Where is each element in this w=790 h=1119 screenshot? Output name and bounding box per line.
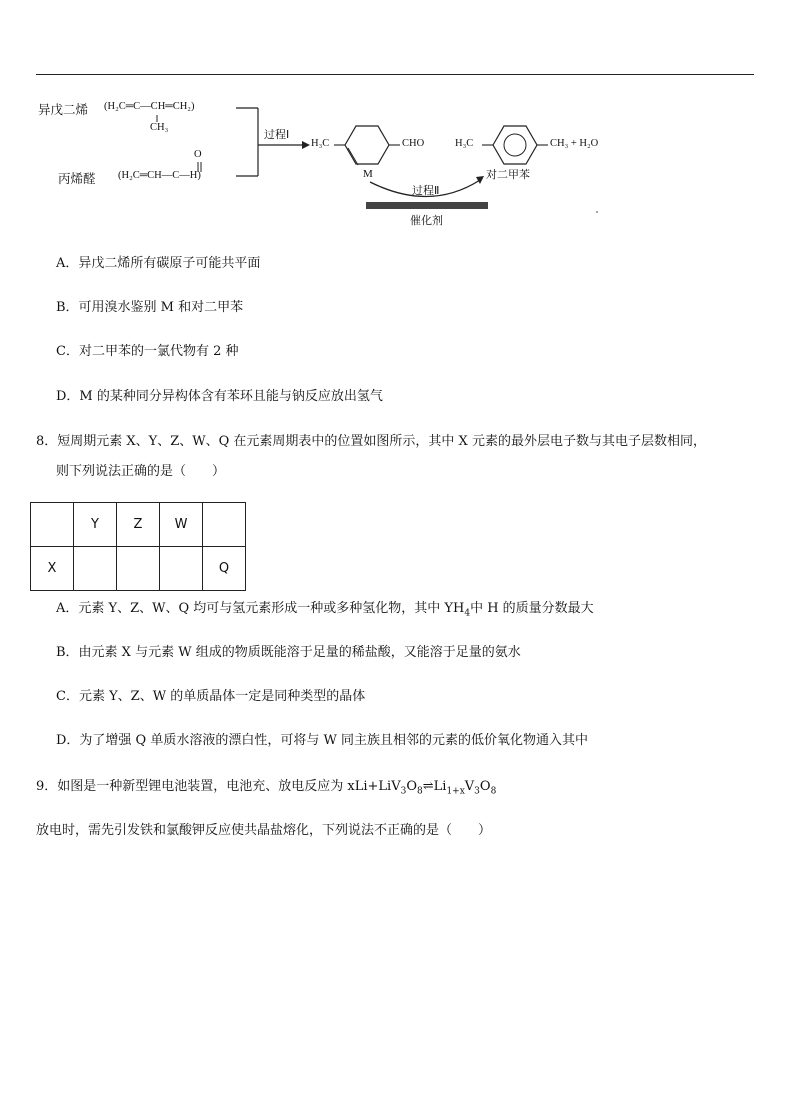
catalyst-label: 催化剂 — [410, 215, 443, 227]
q9-text: V — [464, 779, 475, 794]
q9-sub: 8 — [417, 786, 423, 797]
q8-stem-line1: 8．短周期元素 X、Y、Z、W、Q 在元素周期表中的位置如图所示，其中 X 元素的最外层电子数与其电子层数相同， — [36, 434, 706, 449]
table-row — [31, 503, 246, 547]
table-cell: Z — [117, 503, 160, 547]
table-cell: Y — [74, 503, 117, 547]
q9-text: O — [479, 779, 491, 794]
q9-sub: 8 — [490, 786, 497, 797]
process1-label: 过程Ⅰ — [264, 129, 290, 141]
q9-text: ⇌Li — [422, 779, 447, 794]
isoprene-methyl: CH₃ — [150, 122, 169, 133]
q9-sub: 3 — [400, 786, 407, 797]
table-cell: W — [160, 503, 203, 547]
q8-option-c: C．元素 Y、Z、W 的单质晶体一定是同种类型的晶体 — [56, 689, 366, 704]
q8-option-a — [56, 600, 594, 623]
table-cell — [203, 503, 246, 547]
q7-option-a: A．异戊二烯所有碳原子可能共平面 — [56, 256, 261, 271]
q9-stem-line2: 放电时，需先引发铁和氯酸钾反应使共晶盐熔化，下列说法不正确的是（ ） — [36, 823, 492, 838]
q8-option-b: B．由元素 X 与元素 W 组成的物质既能溶于足量的稀盐酸，又能溶于足量的氨水 — [56, 645, 521, 660]
q7-option-d: D．M 的某种同分异构体含有苯环且能与钠反应放出氢气 — [56, 389, 383, 404]
table-cell — [74, 547, 117, 591]
px-label: 对二甲苯 — [486, 169, 530, 181]
table-cell — [117, 547, 160, 591]
m-right-group: CHO — [402, 138, 425, 149]
q8-stem-line2: 则下列说法正确的是（ ） — [56, 464, 226, 479]
m-label: M — [363, 168, 373, 180]
q7-option-b: B．可用溴水鉴别 M 和对二甲苯 — [56, 300, 244, 315]
q9-sub: 1+x — [446, 786, 465, 797]
acrolein-oxygen: O — [194, 149, 202, 160]
q8-option-a-pre: A．元素 Y、Z、W、Q 均可与氢元素形成一种或多种氢化物，其中 YH — [56, 601, 465, 616]
scheme-lines — [0, 90, 640, 230]
px-right-group: CH₃ + H₂O — [550, 138, 599, 149]
reaction-scheme — [0, 90, 640, 230]
px-left-group: H₃C — [455, 138, 474, 149]
table-cell: X — [31, 547, 74, 591]
q9-sub: 3 — [474, 786, 480, 797]
q7-option-c: C．对二甲苯的一氯代物有 2 种 — [56, 344, 239, 359]
isoprene-label: 异戊二烯 — [38, 102, 89, 117]
acrolein-label: 丙烯醛 — [58, 171, 96, 186]
q8-option-a-post: 中 H 的质量分数最大 — [470, 601, 594, 616]
table-cell — [31, 503, 74, 547]
table-row — [31, 547, 246, 591]
acrolein-formula: (H₂C═CH—C—H) — [118, 170, 201, 181]
periodic-table-fragment — [30, 502, 246, 591]
isoprene-formula: (H₂C═C—CH═CH₂) — [104, 101, 195, 112]
table-cell — [160, 547, 203, 591]
q9-stem-pre: 9．如图是一种新型锂电池装置，电池充、放电反应为 xLi+LiV — [36, 779, 401, 794]
q9-text: O — [406, 779, 418, 794]
q9-stem-line1 — [36, 778, 496, 801]
q8-option-a-sub: 4 — [464, 608, 471, 619]
process2-label: 过程Ⅱ — [412, 185, 440, 197]
header-rule — [36, 74, 754, 75]
table-cell: Q — [203, 547, 246, 591]
m-left-group: H₃C — [311, 138, 330, 149]
q8-option-d: D．为了增强 Q 单质水溶液的漂白性，可将与 W 同主族且相邻的元素的低价氧化物通入其中 — [56, 733, 588, 748]
